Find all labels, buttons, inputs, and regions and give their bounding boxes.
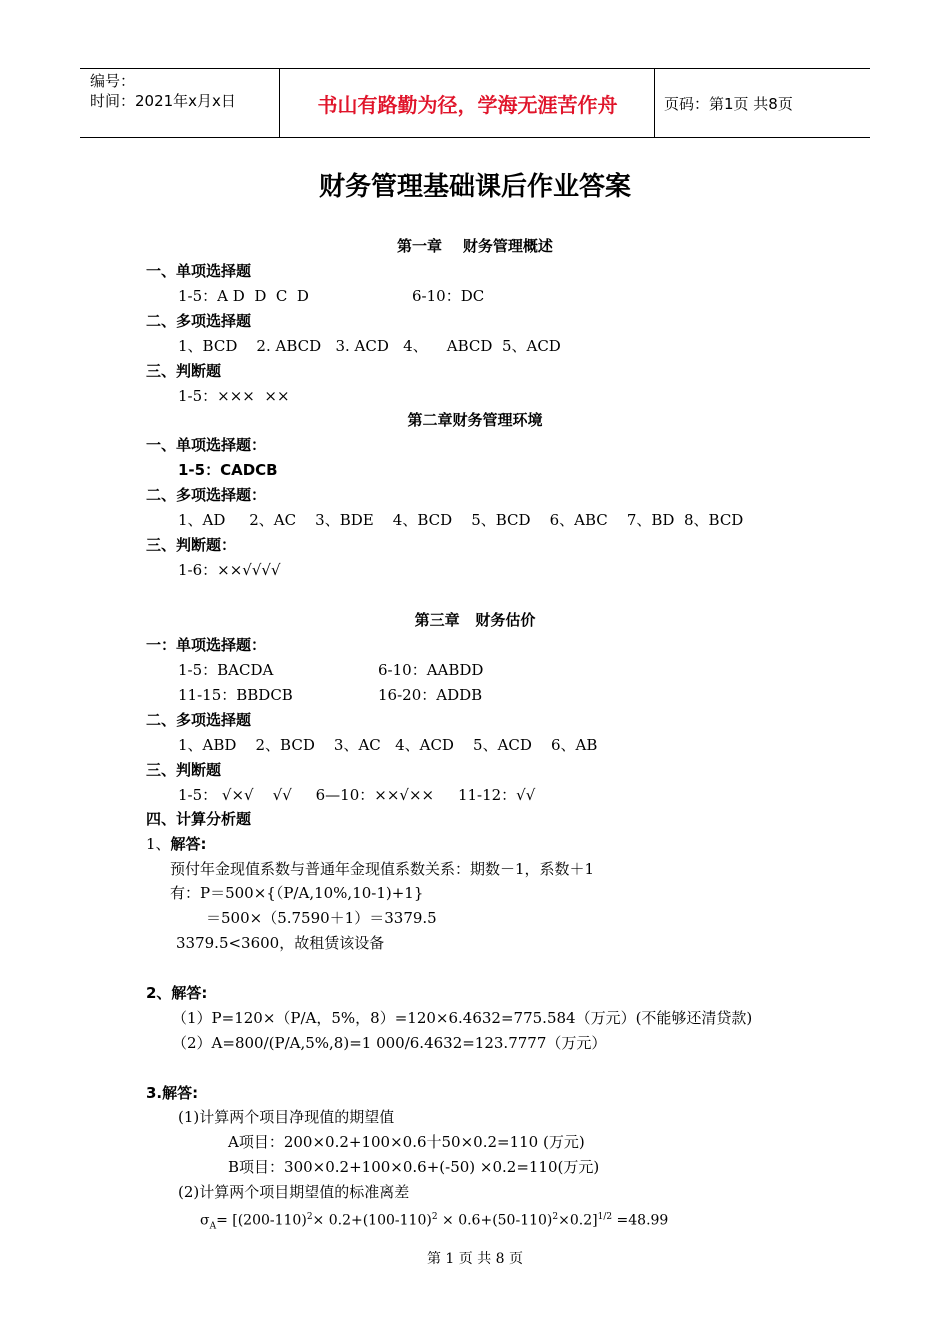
ch3-single-answers-1: 1-5：BACDA xyxy=(178,661,274,679)
q1-line-1: 预付年金现值系数与普通年金现值系数关系：期数－1，系数＋1 xyxy=(170,860,595,878)
page-footer: 第 1 页 共 8 页 xyxy=(426,1251,524,1267)
ch3-single-answers-4: 16-20：ADDB xyxy=(378,686,483,704)
q3-heading: 3.解答: xyxy=(146,1084,199,1102)
ch3-section-calc: 四、计算分析题 xyxy=(146,810,252,828)
q1-line-2: 有：P＝500×{（P/A,10%,10-1)+1} xyxy=(170,884,424,902)
header-motto: 书山有路勤为径，学海无涯苦作舟 xyxy=(281,69,655,137)
formula-part-2: × 0.2+(100-110) xyxy=(312,1212,432,1229)
q3-line-5-formula xyxy=(200,1207,668,1236)
q2-line-2: （2）A=800/(P/A,5%,8)=1 000/6.4632=123.7777（万元） xyxy=(172,1034,607,1052)
ch3-single-answers-3: 11-15：BBDCB xyxy=(178,686,293,704)
ch3-section-judge: 三、判断题 xyxy=(146,761,222,779)
ch2-single-answers: 1-5：CADCB xyxy=(178,461,278,479)
ch2-multi-answers: 1、AD 2、AC 3、BDE 4、BCD 5、BCD 6、ABC 7、BD 8、BCD xyxy=(178,511,744,529)
ch2-section-judge: 三、判断题： xyxy=(146,536,237,554)
formula-part-4: ×0.2] xyxy=(558,1212,598,1229)
ch1-section-multi: 二、多项选择题 xyxy=(146,312,252,330)
formula-part-1: = [(200-110) xyxy=(216,1212,307,1229)
doc-title: 财务管理基础课后作业答案 xyxy=(318,172,631,202)
q1-line-4: 3379.5<3600，故租赁该设备 xyxy=(176,934,385,952)
q1-heading xyxy=(146,834,207,854)
formula-result: =48.99 xyxy=(612,1212,669,1229)
q3-line-4: (2)计算两个项目期望值的标准离差 xyxy=(178,1183,410,1201)
q2-heading: 2、解答: xyxy=(146,984,208,1002)
q3-line-3: B项目：300×0.2+100×0.6+(-50) ×0.2=110(万元) xyxy=(228,1158,600,1176)
sigma-subscript: A xyxy=(209,1221,217,1232)
sigma-symbol: σ xyxy=(200,1212,210,1229)
q1-answer-label: 解答: xyxy=(170,835,207,853)
chapter-3-title: 第三章 财务估价 xyxy=(414,611,536,629)
ch2-section-single: 一、单项选择题： xyxy=(146,436,267,454)
q3-line-2: A项目：200×0.2+100×0.6十50×0.2=110 (万元) xyxy=(228,1133,585,1151)
exponent-half: 1/2 xyxy=(597,1212,613,1222)
doc-date-label: 时间：2021年x月x日 xyxy=(90,92,236,110)
page-header xyxy=(80,68,870,138)
header-page-info: 页码：第1页 共8页 xyxy=(664,94,793,113)
exponent-3: 2 xyxy=(552,1212,559,1222)
ch3-section-multi: 二、多项选择题 xyxy=(146,711,252,729)
q1-line-3: ＝500×（5.7590＋1）＝3379.5 xyxy=(206,909,437,927)
exponent-2: 2 xyxy=(431,1212,438,1222)
ch2-section-multi: 二、多项选择题： xyxy=(146,486,267,504)
ch1-section-single: 一、单项选择题 xyxy=(146,262,252,280)
ch1-section-judge: 三、判断题 xyxy=(146,362,222,380)
ch3-multi-answers: 1、ABD 2、BCD 3、AC 4、ACD 5、ACD 6、AB xyxy=(178,736,598,754)
formula-part-3: × 0.6+(50-110) xyxy=(437,1212,553,1229)
exponent-1: 2 xyxy=(306,1212,313,1222)
chapter-2-title: 第二章财务管理环境 xyxy=(407,411,543,429)
ch1-judge-answers: 1-5：××× ×× xyxy=(178,387,290,405)
q3-line-1: (1)计算两个项目净现值的期望值 xyxy=(178,1108,395,1126)
ch3-judge-answers: 1-5： √×√ √√ 6—10：××√×× 11-12：√√ xyxy=(178,786,536,804)
ch1-multi-answers: 1、BCD 2. ABCD 3. ACD 4、 ABCD 5、ACD xyxy=(178,337,561,355)
ch3-section-single: 一：单项选择题： xyxy=(146,636,267,654)
ch1-single-answers-1: 1-5：A D D C D xyxy=(178,287,309,305)
q1-number: 1、 xyxy=(146,835,171,853)
ch2-judge-answers: 1-6：××√√√√ xyxy=(178,561,281,579)
doc-code-label: 编号： xyxy=(90,72,136,90)
ch3-single-answers-2: 6-10：AABDD xyxy=(378,661,484,679)
q2-line-1: （1）P=120×（P/A，5%，8）=120×6.4632=775.584（万元）(不能够还清贷款) xyxy=(172,1009,753,1027)
ch1-single-answers-2: 6-10：DC xyxy=(412,287,485,305)
header-meta xyxy=(80,69,280,137)
chapter-1-title: 第一章 财务管理概述 xyxy=(397,237,553,255)
